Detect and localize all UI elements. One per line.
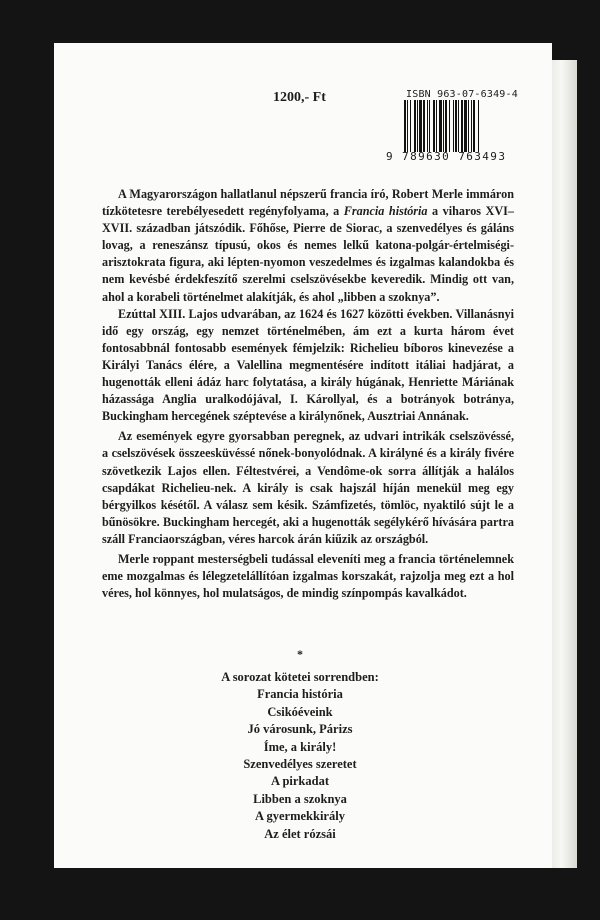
barcode-bar bbox=[473, 100, 475, 152]
barcode-bar bbox=[458, 100, 459, 152]
barcode-bar bbox=[443, 100, 444, 152]
series-list-block bbox=[0, 669, 600, 843]
price-label: 1200,- Ft bbox=[273, 90, 326, 105]
blurb-series-title: Francia história bbox=[343, 204, 428, 219]
series-title-item: Libben a szoknya bbox=[253, 791, 347, 806]
barcode-bar bbox=[427, 100, 428, 152]
barcode-bar bbox=[453, 100, 454, 152]
barcode-bar bbox=[417, 100, 418, 152]
barcode-bar bbox=[478, 100, 479, 152]
barcode-bar bbox=[439, 100, 442, 152]
barcode-digits: 9 789630 763493 bbox=[386, 150, 507, 163]
series-title-item: Íme, a király! bbox=[263, 739, 337, 754]
blurb-text-segment: A Magyarországon hallatlanul népszerű francia író, Robert Merle immáron tízkötetesre terebélyesedett regényfolyama, a bbox=[102, 187, 514, 219]
barcode-bar bbox=[423, 100, 425, 152]
barcode-bar bbox=[468, 100, 469, 152]
blurb-text-segment: a viharos XVI–XVII. században játszódik. Főhőse, Pierre de Siorac, a szenvedélyes és gáláns lovag, a reneszánsz típusú, okos és nemes lelkű katona-polgár-értelmiségi-arisztokrata figura, aki lépten-nyomon veszedelmes és izgalmas kalandokba és nem kevésbé érdekfeszítő szerelmi cselszövésekbe keveredik. Mindig ott van, ahol a korabeli történelmet alakítják, és ahol „libben a szoknya”. bbox=[102, 204, 514, 304]
barcode-bar bbox=[471, 100, 472, 152]
series-title-item: A gyermekkirály bbox=[255, 809, 345, 824]
barcode-bar bbox=[407, 100, 408, 152]
series-title-item: Csikóéveink bbox=[267, 704, 333, 719]
series-title-item: Az élet rózsái bbox=[264, 826, 336, 841]
blurb-paragraph: Ezúttal XIII. Lajos udvarában, az 1624 és 1627 közötti években. Villanásnyi idő egy ország, egy nemzet történelmében, ám ezt a kurta három évet fontosabbnál fontosabb események fémjelzik: Richelieu bíboros kinevezése a Királyi Tanács élére, a Valellina megmentésére indított itáliai hadjárat, a hugenották elleni ádáz harc folytatása, a király húgának, Henriette Máriának házassága Anglia uralkodójával, I. Károllyal, és a botrányok botránya, Buckingham hercegének széptevése a királynőnek, Ausztriai Annának. bbox=[102, 306, 514, 424]
barcode-bar bbox=[419, 100, 422, 152]
series-titles bbox=[0, 686, 600, 843]
series-title-item: A pirkadat bbox=[270, 774, 329, 789]
blurb-text bbox=[102, 186, 514, 602]
barcode-bar bbox=[429, 100, 430, 152]
barcode-bar bbox=[433, 100, 435, 152]
barcode-bar bbox=[445, 100, 447, 152]
barcode-bar bbox=[404, 100, 406, 152]
barcode-bar bbox=[410, 100, 411, 152]
isbn-label: ISBN 963-07-6349-4 bbox=[406, 89, 518, 100]
section-separator: * bbox=[297, 647, 303, 661]
barcode-bar bbox=[436, 100, 437, 152]
barcode-bar bbox=[449, 100, 450, 152]
barcode-bar bbox=[464, 100, 467, 152]
barcode-bar bbox=[455, 100, 457, 152]
barcode-graphic bbox=[404, 100, 499, 152]
series-title-item: Francia história bbox=[257, 687, 343, 702]
series-title-item: Jó városunk, Párizs bbox=[247, 722, 353, 737]
blurb-paragraph: Az események egyre gyorsabban peregnek, az udvari intrikák cselszövéssé, a cselszövések összeesküvéssé nőnek-bonyolódnak. A királyné és a király fivére szövetkezik Lajos ellen. Féltestvérei, a Vendôme-ok sorra állítják a halálos csapdákat Richelieu-nek. A király is csak hajszál híján menekül meg egy bérgyilkos késétől. A válasz sem késik. Számfizetés, tömlöc, nyaktiló sújt le a bűnösökre. Buckingham hercegét, aki a hugenották segélykérő hívására partra száll Franciaországban, véres harcok árán kiűzik az országból. bbox=[102, 429, 514, 546]
barcode-bar bbox=[414, 100, 416, 152]
blurb-paragraph: Merle roppant mesterségbeli tudással eleveníti meg a francia történelemnek eme mozgalmas és lélegzetelállítóan izgalmas korszakát, rajzolja meg ezt a hol véres, hol könnyes, hol mulatságos, de mindig színpompás kavalkádot. bbox=[102, 551, 514, 601]
blurb-paragraph bbox=[102, 186, 514, 306]
series-title-item: Szenvedélyes szeretet bbox=[243, 757, 357, 772]
series-heading: A sorozat kötetei sorrendben: bbox=[221, 670, 379, 684]
barcode-bar bbox=[461, 100, 463, 152]
